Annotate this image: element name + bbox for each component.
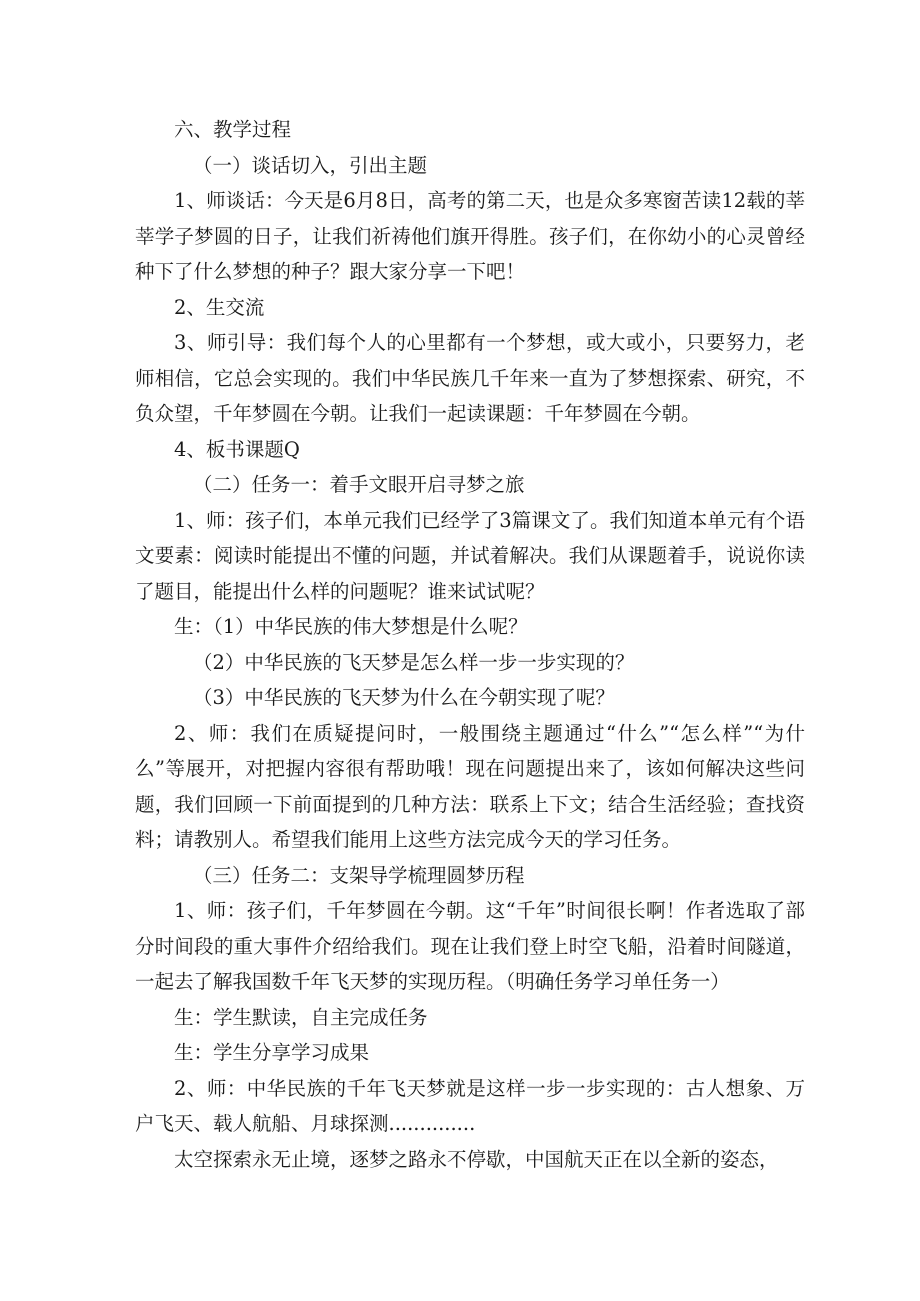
- paragraph: （2）中华民族的飞天梦是怎么样一步一步实现的？: [193, 650, 635, 674]
- paragraph: 1、师谈话：今天是6月8日，高考的第二天，也是众多寒窗苦读12载的莘莘学子梦圆的日子，让我们祈祷他们旗开得胜。孩子们，在你幼小的心灵曾经种下了什么梦想的种子？跟大家分享一下吧！: [135, 189, 805, 283]
- paragraph: 生：学生默读，自主完成任务: [174, 1005, 428, 1029]
- paragraph: 生：学生分享学习成果: [174, 1041, 370, 1064]
- paragraph: 3、师引导：我们每个人的心里都有一个梦想，或大或小，只要努力，老师相信，它总会实现的。我们中华民族几千年来一直为了梦想探索、研究，不负众望，千年梦圆在今朝。让我们一起读课题：千年梦圆在今朝。: [135, 331, 805, 425]
- section-heading: 六、教学过程: [174, 118, 292, 141]
- paragraph: 太空探索永无止境，逐梦之路永不停歇，中国航天正在以全新的姿态，: [174, 1147, 779, 1171]
- subsection-heading: （三）任务二：支架导学梳理圆梦历程: [193, 863, 525, 887]
- paragraph: 2、生交流: [174, 295, 265, 319]
- subsection-heading: （二）任务一：着手文眼开启寻梦之旅: [193, 473, 525, 496]
- document-body: [135, 112, 805, 1177]
- paragraph: 2、师：我们在质疑提问时，一般围绕主题通过“什么”“怎么样”“为什么”等展开，对把握内容很有帮助哦！现在问题提出来了，该如何解决这些问题，我们回顾一下前面提到的几种方法：联系上下文；结合生活经验；查找资料；请教别人。希望我们能用上这些方法完成今天的学习任务。: [135, 721, 805, 851]
- subsection-heading: （一）谈话切入，引出主题: [193, 153, 428, 177]
- paragraph: （3）中华民族的飞天梦为什么在今朝实现了呢？: [193, 686, 615, 709]
- paragraph: 2、师：中华民族的千年飞天梦就是这样一步一步实现的：古人想象、万户飞天、载人航船、月球探测..............: [135, 1076, 805, 1135]
- paragraph: 1、师：孩子们，本单元我们已经学了3篇课文了。我们知道本单元有个语文要素：阅读时能提出不懂的问题，并试着解决。我们从课题着手，说说你读了题目，能提出什么样的问题呢？谁来试试呢？: [135, 508, 805, 603]
- paragraph: 1、师：孩子们，千年梦圆在今朝。这“千年”时间很长啊！作者选取了部分时间段的重大事件介绍给我们。现在让我们登上时空飞船，沿着时间隧道，一起去了解我国数千年飞天梦的实现历程。（明确任务学习单任务一）: [135, 899, 805, 993]
- paragraph: 生：（1）中华民族的伟大梦想是什么呢？: [174, 615, 528, 638]
- paragraph: 4、板书课题Q: [174, 437, 300, 461]
